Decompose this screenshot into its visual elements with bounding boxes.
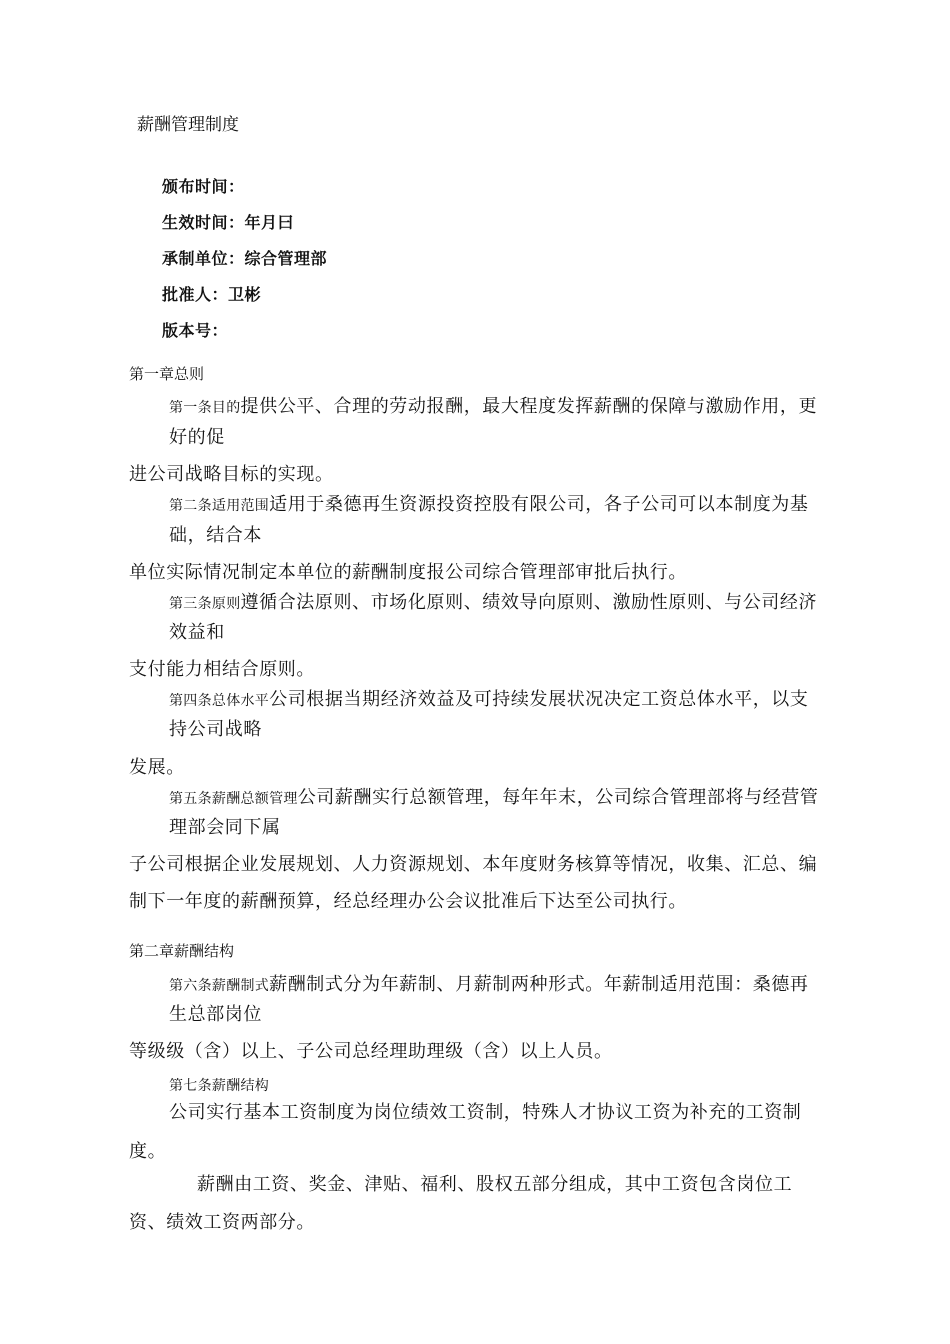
article-text: 薪酬由工资、奖金、津贴、福利、股权五部分组成，其中工资包含岗位工 xyxy=(197,1174,793,1195)
article-label: 第五条薪酬总额管理 xyxy=(169,791,298,807)
article-text: 公司根据当期经济效益及可持续发展状况决定工资总体水平，以支 xyxy=(269,689,809,710)
article-text: 遵循合法原则、市场化原则、绩效导向原则、激励性原则、与公司经济 xyxy=(240,592,818,613)
article-text: 效益和 xyxy=(169,622,225,643)
article-text: 理部会同下属 xyxy=(169,817,281,838)
article-text: 等级级（含）以上、子公司总经理助理级（含）以上人员。 xyxy=(129,1041,613,1062)
chapter-heading: 第二章薪酬结构 xyxy=(129,942,235,960)
article-text: 制下一年度的薪酬预算，经总经理办公会议批准后下达至公司执行。 xyxy=(129,891,687,912)
article-text: 好的促 xyxy=(169,427,225,448)
approver: 批准人：卫彬 xyxy=(162,285,262,304)
version: 版本号： xyxy=(162,321,229,340)
article-text: 础，结合本 xyxy=(169,525,262,546)
article-text: 度。 xyxy=(129,1141,167,1162)
article-label: 第三条原则 xyxy=(169,596,241,612)
publish-time: 颁布时间： xyxy=(162,177,245,196)
article-text: 单位实际情况制定本单位的薪酬制度报公司综合管理部审批后执行。 xyxy=(129,562,687,583)
article-text: 提供公平、合理的劳动报酬，最大程度发挥薪酬的保障与激励作用，更 xyxy=(240,396,818,417)
article-text: 生总部岗位 xyxy=(169,1004,262,1025)
effective-time: 生效时间：年月曰 xyxy=(162,213,295,232)
article-text: 公司实行基本工资制度为岗位绩效工资制，特殊人才协议工资为补充的工资制 xyxy=(169,1102,802,1123)
article-text: 持公司战略 xyxy=(169,719,262,740)
chapter-heading: 第一章总则 xyxy=(129,365,205,383)
article-text: 薪酬制式分为年薪制、月薪制两种形式。年薪制适用范围：桑德再 xyxy=(269,974,809,995)
article-text: 发展。 xyxy=(129,757,185,778)
article-label: 第一条目的 xyxy=(169,400,241,416)
article-label: 第六条薪酬制式 xyxy=(169,978,270,994)
article-text: 支付能力相结合原则。 xyxy=(129,659,315,680)
issuer: 承制单位：综合管理部 xyxy=(162,249,328,268)
article-text: 公司薪酬实行总额管理，每年年末，公司综合管理部将与经营管 xyxy=(297,787,819,808)
article-text: 适用于桑德再生资源投资控股有限公司，各子公司可以本制度为基 xyxy=(269,494,809,515)
article-label: 第四条总体水平 xyxy=(169,693,270,709)
article-label: 第七条薪酬结构 xyxy=(169,1078,270,1094)
article-label: 第二条适用范围 xyxy=(169,498,270,514)
article-text: 资、绩效工资两部分。 xyxy=(129,1212,315,1233)
document-title: 薪酬管理制度 xyxy=(137,115,239,135)
article-text: 进公司战略目标的实现。 xyxy=(129,464,334,485)
article-text: 子公司根据企业发展规划、人力资源规划、本年度财务核算等情况，收集、汇总、编 xyxy=(129,854,818,875)
